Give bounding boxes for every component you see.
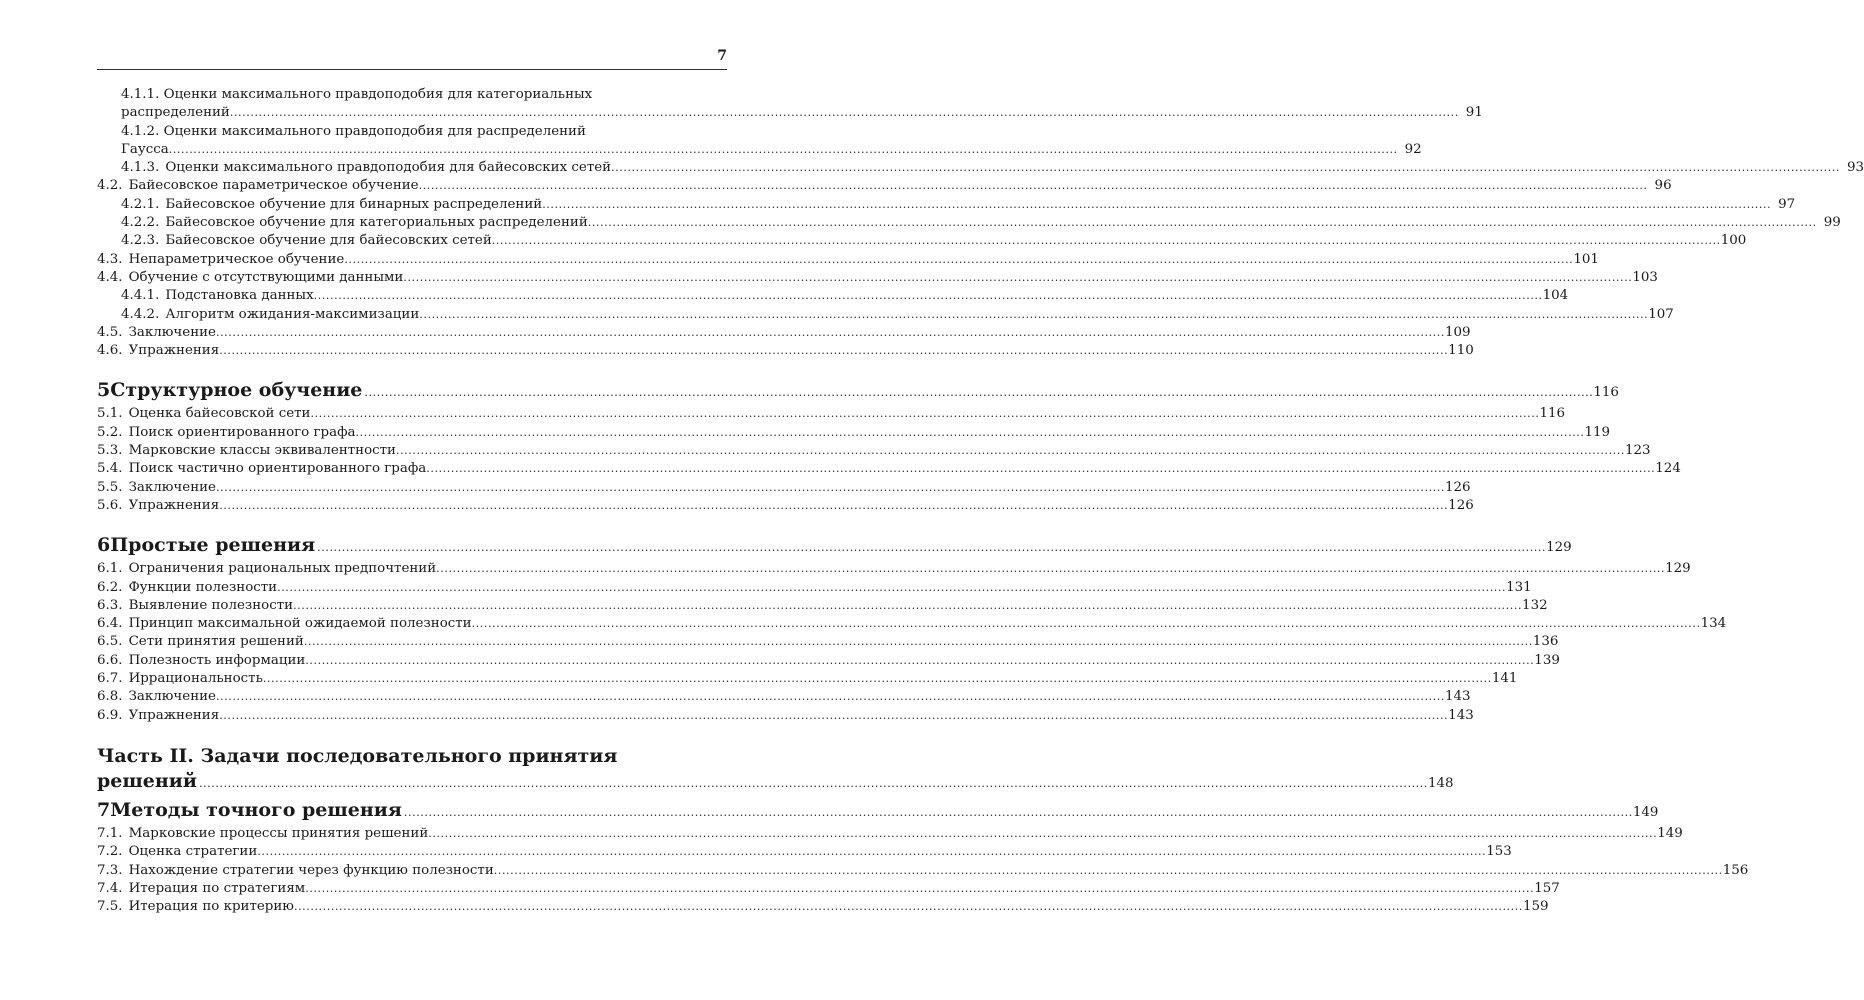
toc-title: Байесовское обучение для бинарных распределений: [165, 196, 543, 212]
toc-number: 7.4.: [97, 880, 123, 896]
toc-title: Подстановка данных: [165, 288, 314, 304]
header-rule: [97, 69, 727, 70]
toc-page: 104: [1542, 288, 1569, 304]
leader-dots: [472, 615, 1701, 633]
leader-dots: [277, 579, 1506, 597]
toc-entry: [97, 670, 1518, 688]
toc-page: 139: [1534, 652, 1560, 668]
leader-dots: [588, 214, 1817, 232]
leader-dots: [611, 159, 1840, 177]
toc-page: 129: [1546, 540, 1572, 556]
toc-entry: [97, 652, 1560, 670]
toc-entry: [97, 104, 1483, 122]
toc-number: 7.2.: [97, 844, 123, 860]
toc-title: Непараметрическое обучение: [128, 251, 345, 267]
chapter-title: Простые решения: [110, 534, 316, 557]
toc-entry: [97, 424, 1611, 442]
chapter-number: 7: [97, 798, 111, 821]
toc-page: 159: [1522, 899, 1549, 915]
toc-entry: [97, 497, 1474, 515]
toc-number: 7.5.: [97, 899, 123, 915]
toc-number: 4.1.3.: [121, 160, 160, 176]
toc-title: Иррациональность: [128, 671, 263, 687]
toc-entry: [97, 597, 1548, 615]
toc-title: Принцип максимальной ожидаемой полезности: [128, 616, 472, 632]
leader-dots: [263, 670, 1492, 688]
toc-title: Оценка байесовской сети: [128, 406, 311, 422]
toc-page: 131: [1506, 579, 1532, 595]
toc-entry: [97, 460, 1681, 478]
leader-dots: [494, 862, 1723, 880]
toc-number: 4.2.2.: [121, 215, 160, 231]
toc-title: Заключение: [128, 479, 216, 495]
toc-number: 6.5.: [97, 634, 123, 650]
toc-title: Оценки максимального правдоподобия для байесовских сетей: [165, 160, 612, 176]
leader-dots: [219, 342, 1448, 360]
toc-entry: [97, 479, 1471, 497]
toc-entry: [97, 880, 1560, 898]
leader-dots: [169, 141, 1398, 159]
toc-page: 149: [1632, 804, 1659, 820]
leader-dots: [257, 843, 1486, 861]
toc-number: 5.6.: [97, 497, 123, 513]
toc-number: 7.1.: [97, 825, 123, 841]
toc-page: 157: [1534, 880, 1560, 896]
toc-entry: [97, 405, 1566, 423]
toc-entry: [97, 342, 1474, 360]
toc-entry: [97, 898, 1549, 916]
toc-title: Оценка стратегии: [128, 844, 258, 860]
toc-title: Упражнения: [128, 707, 220, 723]
toc-number: 4.4.2.: [121, 306, 160, 322]
toc-number: 6.1.: [97, 561, 123, 577]
toc-number: 6.3.: [97, 597, 123, 613]
toc-page: 91: [1465, 105, 1483, 121]
toc-entry: [97, 825, 1683, 843]
toc-title: Байесовское параметрическое обучение: [128, 178, 419, 194]
toc-entry: [97, 251, 1599, 269]
toc-number: 4.4.1.: [121, 288, 160, 304]
toc-title: Обучение с отсутствующими данными: [128, 269, 404, 285]
toc-page: 136: [1532, 634, 1559, 650]
toc-entry: [97, 306, 1674, 324]
table-of-contents: [97, 86, 1864, 916]
part-heading: Часть II. Задачи последовательного принятия: [97, 744, 618, 767]
toc-title: Функции полезности: [128, 579, 278, 595]
toc-title: Упражнения: [128, 497, 220, 513]
toc-title: Выявление полезности: [128, 597, 294, 613]
leader-dots: [293, 597, 1522, 615]
toc-title: Итерация по критерию: [128, 899, 294, 915]
leader-dots: [219, 707, 1448, 725]
toc-title: Упражнения: [128, 343, 220, 359]
toc-entry: [97, 324, 1471, 342]
toc-title: Полезность информации: [128, 652, 306, 668]
leader-dots: [428, 825, 1657, 843]
toc-number: 5.2.: [97, 424, 123, 440]
toc-page: 132: [1522, 597, 1548, 613]
toc-number: 6.2.: [97, 579, 123, 595]
toc-page: 97: [1778, 196, 1796, 212]
toc-entry: 4.1.1. Оценки максимального правдоподобия для категориальных: [121, 87, 593, 102]
toc-entry: [97, 615, 1727, 633]
toc-number: 5.4.: [97, 461, 123, 477]
leader-dots: [219, 497, 1448, 515]
leader-dots: [216, 479, 1445, 497]
toc-page: 100: [1720, 233, 1747, 249]
leader-dots: [404, 801, 1633, 825]
leader-dots: [419, 306, 1648, 324]
leader-dots: [317, 536, 1546, 560]
toc-page: 134: [1700, 616, 1727, 632]
toc-page: 107: [1648, 306, 1674, 322]
toc-title: распределений: [121, 105, 230, 121]
toc-title: Ограничения рациональных предпочтений: [128, 561, 437, 577]
toc-title: Поиск ориентированного графа: [128, 424, 356, 440]
chapter-title: Структурное обучение: [110, 379, 363, 402]
toc-page: 92: [1404, 141, 1422, 157]
toc-page: 103: [1632, 269, 1658, 285]
page-number: 7: [717, 48, 727, 64]
toc-page: 123: [1624, 443, 1651, 459]
toc-entry: [97, 862, 1749, 880]
toc-page: 143: [1448, 707, 1474, 723]
toc-page: 126: [1448, 497, 1474, 513]
toc-entry: 4.1.2. Оценки максимального правдоподобия для распределений: [121, 123, 586, 139]
leader-dots: [199, 772, 1428, 796]
toc-number: 4.2.3.: [121, 233, 160, 249]
toc-entry: [97, 560, 1691, 578]
toc-page: 129: [1665, 561, 1691, 577]
toc-entry: [97, 442, 1651, 460]
leader-dots: [396, 442, 1625, 460]
leader-dots: [216, 688, 1445, 706]
leader-dots: [294, 898, 1523, 916]
toc-number: 7.3.: [97, 862, 123, 878]
chapter-title: Методы точного решения: [110, 798, 402, 821]
leader-dots: [216, 324, 1445, 342]
toc-title: Заключение: [128, 324, 216, 340]
toc-entry: [97, 177, 1672, 195]
toc-number: 6.8.: [97, 689, 123, 705]
toc-number: 4.2.: [97, 178, 123, 194]
toc-number: 4.2.1.: [121, 196, 160, 212]
toc-title: Заключение: [128, 689, 216, 705]
toc-number: 6.9.: [97, 707, 123, 723]
leader-dots: [304, 633, 1533, 651]
chapter-number: 5: [97, 379, 111, 402]
toc-entry: [97, 579, 1532, 597]
toc-page: 124: [1655, 461, 1681, 477]
toc-number: 5.1.: [97, 406, 123, 422]
leader-dots: [230, 104, 1459, 122]
toc-number: 4.3.: [97, 251, 123, 267]
toc-page: 99: [1823, 215, 1841, 231]
chapter-number: 6: [97, 534, 111, 557]
toc-number: 4.6.: [97, 343, 123, 359]
toc-title: Байесовское обучение для байесовских сетей: [165, 233, 492, 249]
chapter-heading: [97, 533, 1572, 560]
toc-entry: [97, 141, 1422, 159]
toc-page: 109: [1444, 324, 1471, 340]
leader-dots: [364, 381, 1593, 405]
toc-number: 5.5.: [97, 479, 123, 495]
toc-entry: [97, 232, 1747, 250]
toc-title: Гаусса: [121, 141, 169, 157]
toc-page: 93: [1847, 160, 1864, 176]
toc-number: 4.4.: [97, 269, 123, 285]
toc-entry: [97, 688, 1471, 706]
toc-title: Итерация по стратегиям: [128, 880, 306, 896]
leader-dots: [436, 560, 1665, 578]
toc-entry: [97, 196, 1796, 214]
toc-entry: [97, 214, 1841, 232]
toc-number: 6.6.: [97, 652, 123, 668]
toc-page: 156: [1722, 862, 1749, 878]
toc-page: 126: [1444, 479, 1471, 495]
toc-page: 101: [1573, 251, 1599, 267]
toc-entry: [97, 843, 1512, 861]
toc-title: Марковские процессы принятия решений: [128, 825, 429, 841]
toc-page: 141: [1491, 671, 1518, 687]
toc-number: 4.5.: [97, 324, 123, 340]
toc-page: 116: [1539, 406, 1566, 422]
toc-page: 153: [1486, 844, 1512, 860]
toc-title: Нахождение стратегии через функцию полезности: [128, 862, 494, 878]
toc-number: 5.3.: [97, 443, 123, 459]
leader-dots: [492, 232, 1721, 250]
toc-page: 149: [1657, 825, 1683, 841]
leader-dots: [314, 287, 1543, 305]
toc-entry: [97, 159, 1864, 177]
toc-number: 6.7.: [97, 671, 123, 687]
toc-page: 148: [1427, 775, 1454, 791]
chapter-heading: [97, 798, 1659, 825]
chapter-heading: [97, 378, 1619, 405]
leader-dots: [305, 652, 1534, 670]
toc-entry: [97, 633, 1559, 651]
toc-title: Сети принятия решений: [128, 634, 304, 650]
leader-dots: [419, 177, 1648, 195]
toc-title: Поиск частично ориентированного графа: [128, 461, 427, 477]
part-title: решений: [97, 769, 197, 792]
toc-page: 143: [1444, 689, 1471, 705]
toc-page: 116: [1593, 385, 1619, 401]
leader-dots: [426, 460, 1655, 478]
leader-dots: [310, 405, 1539, 423]
toc-title: Марковские классы эквивалентности: [128, 443, 396, 459]
toc-page: 110: [1448, 343, 1474, 359]
toc-entry: [97, 287, 1569, 305]
leader-dots: [356, 424, 1585, 442]
leader-dots: [542, 196, 1771, 214]
toc-title: Байесовское обучение для категориальных распределений: [165, 215, 588, 231]
toc-entry: [97, 269, 1658, 287]
toc-page: 119: [1584, 424, 1611, 440]
leader-dots: [344, 251, 1573, 269]
leader-dots: [305, 880, 1534, 898]
toc-entry: [97, 707, 1474, 725]
toc-number: 6.4.: [97, 616, 123, 632]
leader-dots: [403, 269, 1632, 287]
part-heading-continued: [97, 769, 1454, 796]
toc-page: 96: [1654, 178, 1672, 194]
toc-title: Алгоритм ожидания-максимизации: [165, 306, 420, 322]
